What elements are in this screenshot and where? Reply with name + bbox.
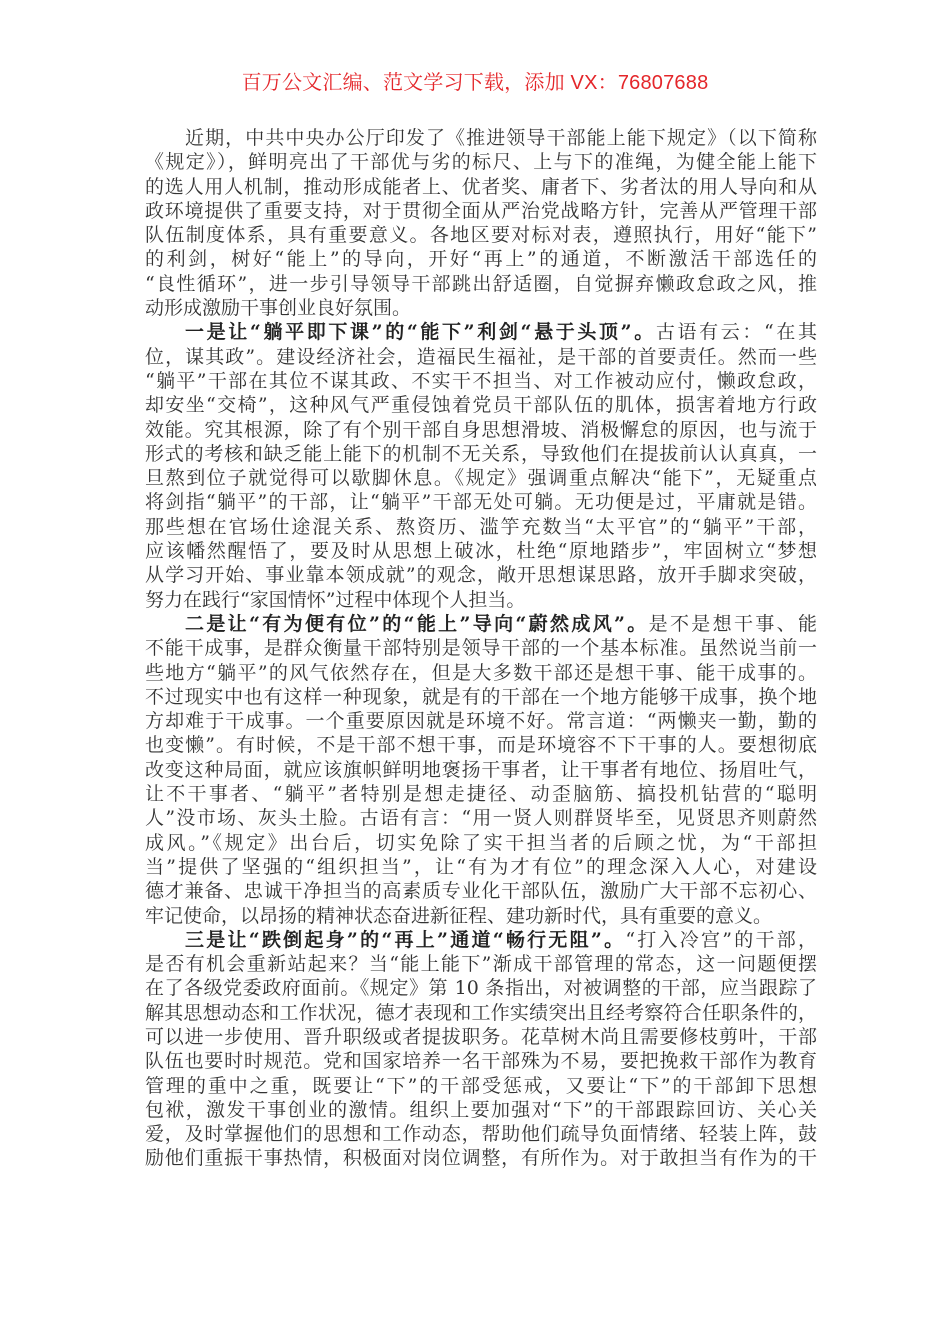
line-text: 努力在践行“家国情怀”过程中体现个人担当。 bbox=[145, 588, 526, 611]
text-line bbox=[145, 904, 817, 928]
text-line bbox=[145, 976, 817, 1000]
line-text: 政环境提供了重要支持，对于贯彻全面从严治党战略方针，完善从严管理干部 bbox=[145, 199, 817, 222]
line-text: 不能干成事，是群众衡量干部特别是领导干部的一个基本标准。虽然说当前一 bbox=[145, 637, 817, 660]
line-text: 爱，及时掌握他们的思想和工作动态，帮助他们疏导负面情绪、轻装上阵，鼓 bbox=[145, 1123, 817, 1146]
text-line bbox=[145, 296, 817, 320]
paragraph bbox=[145, 320, 817, 612]
watermark-banner: 百万公文汇编、范文学习下载，添加 VX：76807688 bbox=[241, 72, 709, 94]
text-line bbox=[145, 831, 817, 855]
text-line bbox=[145, 539, 817, 563]
line-text: “打入冷宫”的干部， bbox=[625, 928, 817, 951]
text-line bbox=[145, 345, 817, 369]
text-line bbox=[145, 855, 817, 879]
line-text: 动形成激励干事创业良好氛围。 bbox=[145, 297, 412, 320]
line-text: 成风。”《规定》出台后，切实免除了实干担当者的后顾之忧，为“干部担 bbox=[145, 831, 817, 854]
line-text: 是不是想干事、能 bbox=[648, 612, 817, 635]
line-text: 《规定》），鲜明亮出了干部优与劣的标尺、上与下的准绳，为健全能上能下 bbox=[145, 151, 817, 174]
line-text: 改变这种局面，就应该旗帜鲜明地褒扬干事者，让干事者有地位、扬眉吐气， bbox=[145, 758, 817, 781]
text-line bbox=[145, 442, 817, 466]
text-line bbox=[145, 952, 817, 976]
line-text: 是否有机会重新站起来？当“能上能下”渐成干部管理的常态，这一问题便摆 bbox=[145, 953, 817, 976]
document-body bbox=[145, 126, 817, 1171]
text-line bbox=[145, 806, 817, 830]
line-text: 的利剑，树好“能上”的导向，开好“再上”的通道，不断激活干部选任的 bbox=[145, 248, 817, 271]
text-line bbox=[145, 490, 817, 514]
line-text: “躺平”干部在其位不谋其政、不实干不担当、对工作被动应付，懒政怠政， bbox=[145, 369, 817, 392]
paragraph bbox=[145, 126, 817, 320]
line-text: 包袱，激发干事创业的激情。组织上要加强对“下”的干部跟踪回访、关心关 bbox=[145, 1098, 817, 1121]
text-line bbox=[145, 612, 817, 636]
line-text: 德才兼备、忠诚干净担当的高素质专业化干部队伍，激励广大干部不忘初心、 bbox=[145, 880, 817, 903]
section-heading: 三是让“跌倒起身”的“再上”通道“畅行无阻”。 bbox=[185, 928, 626, 951]
text-line bbox=[145, 150, 817, 174]
text-line bbox=[145, 1025, 817, 1049]
text-line bbox=[145, 685, 817, 709]
text-line bbox=[145, 418, 817, 442]
text-line bbox=[145, 563, 817, 587]
text-line bbox=[145, 758, 817, 782]
line-text: 旦熬到位子就觉得可以歇脚休息。《规定》强调重点解决“能下”，无疑重点 bbox=[145, 467, 817, 490]
text-line bbox=[145, 1074, 817, 1098]
text-line bbox=[145, 515, 817, 539]
line-text: “良性循环”，进一步引导领导干部跳出舒适圈，自觉摒弃懒政怠政之风，推 bbox=[145, 272, 817, 295]
line-text: 也变懒”。有时候，不是干部不想干事，而是环境容不下干事的人。要想彻底 bbox=[145, 734, 817, 757]
text-line bbox=[145, 636, 817, 660]
line-text: 队伍也要时时规范。党和国家培养一名干部殊为不易，要把挽救干部作为教育 bbox=[145, 1050, 817, 1073]
line-text: 古语有云：“在其 bbox=[655, 321, 817, 344]
text-line bbox=[145, 126, 817, 150]
line-text: 在了各级党委政府面前。《规定》第 10 条指出，对被调整的干部，应当跟踪了 bbox=[145, 977, 817, 1000]
text-line bbox=[145, 199, 817, 223]
text-line bbox=[145, 588, 817, 612]
line-text: 励他们重振干事热情，积极面对岗位调整，有所作为。对于敢担当有作为的干 bbox=[145, 1147, 817, 1170]
text-line bbox=[145, 320, 817, 344]
text-line bbox=[145, 928, 817, 952]
text-line bbox=[145, 175, 817, 199]
line-text: 管理的重中之重，既要让“下”的干部受惩戒，又要让“下”的干部卸下思想 bbox=[145, 1074, 817, 1097]
text-line bbox=[145, 661, 817, 685]
line-text: 方却难于干成事。一个重要原因就是环境不好。常言道：“两懒夹一勤，勤的 bbox=[145, 710, 817, 733]
paragraph bbox=[145, 928, 817, 1171]
section-heading: 一是让“躺平即下课”的“能下”利剑“悬于头顶”。 bbox=[185, 321, 656, 344]
line-text: 人”没市场、灰头土脸。古语有言：“用一贤人则群贤毕至，见贤思齐则蔚然 bbox=[145, 807, 817, 830]
text-line bbox=[145, 1049, 817, 1073]
line-text: 近期，中共中央办公厅印发了《推进领导干部能上能下规定》（以下简称 bbox=[185, 127, 817, 149]
paragraph bbox=[145, 612, 817, 928]
line-text: 效能。究其根源，除了有个别干部自身思想滑坡、消极懈怠的原因，也与流于 bbox=[145, 418, 817, 441]
text-line bbox=[145, 1001, 817, 1025]
text-line bbox=[145, 223, 817, 247]
text-line bbox=[145, 1146, 817, 1170]
text-line bbox=[145, 782, 817, 806]
line-text: 形式的考核和缺乏能上能下的机制不无关系，导致他们在提拔前认认真真，一 bbox=[145, 442, 817, 465]
text-line bbox=[145, 393, 817, 417]
line-text: 些地方“躺平”的风气依然存在，但是大多数干部还是想干事、能干成事的。 bbox=[145, 661, 817, 684]
text-line bbox=[145, 1122, 817, 1146]
text-line bbox=[145, 709, 817, 733]
section-heading: 二是让“有为便有位”的“能上”导向“蔚然成风”。 bbox=[185, 612, 649, 635]
line-text: 那些想在官场仕途混关系、熬资历、滥竽充数当“太平官”的“躺平”干部， bbox=[145, 515, 817, 538]
text-line bbox=[145, 369, 817, 393]
line-text: 应该幡然醒悟了，要及时从思想上破冰，杜绝“原地踏步”，牢固树立“梦想 bbox=[145, 540, 817, 563]
line-text: 当”提供了坚强的“组织担当”，让“有为才有位”的理念深入人心，对建设 bbox=[145, 855, 817, 878]
line-text: 却安坐“交椅”，这种风气严重侵蚀着党员干部队伍的肌体，损害着地方行政 bbox=[145, 394, 817, 417]
text-line bbox=[145, 879, 817, 903]
line-text: 可以进一步使用、晋升职级或者提拔职务。花草树木尚且需要修枝剪叶，干部 bbox=[145, 1025, 817, 1048]
text-line bbox=[145, 733, 817, 757]
text-line bbox=[145, 1098, 817, 1122]
line-text: 位，谋其政”。建设经济社会，造福民生福祉，是干部的首要责任。然而一些 bbox=[145, 345, 817, 368]
line-text: 解其思想动态和工作状况，德才表现和工作实绩突出且经考察符合任职条件的， bbox=[145, 1001, 817, 1024]
line-text: 从学习开始、事业靠本领成就”的观念，敞开思想谋思路，放开手脚求突破， bbox=[145, 564, 817, 587]
line-text: 让不干事者、“躺平”者特别是想走捷径、动歪脑筋、搞投机钻营的“聪明 bbox=[145, 783, 817, 806]
line-text: 不过现实中也有这样一种现象，就是有的干部在一个地方能够干成事，换个地 bbox=[145, 685, 817, 708]
text-line bbox=[145, 272, 817, 296]
line-text: 牢记使命，以昂扬的精神状态奋进新征程、建功新时代，具有重要的意义。 bbox=[145, 904, 773, 927]
line-text: 将剑指“躺平”的干部，让“躺平”干部无处可躺。无功便是过，平庸就是错。 bbox=[145, 491, 817, 514]
text-line bbox=[145, 247, 817, 271]
line-text: 的选人用人机制，推动形成能者上、优者奖、庸者下、劣者汰的用人导向和从 bbox=[145, 175, 817, 198]
line-text: 队伍制度体系，具有重要意义。各地区要对标对表，遵照执行，用好“能下” bbox=[145, 224, 817, 247]
text-line bbox=[145, 466, 817, 490]
